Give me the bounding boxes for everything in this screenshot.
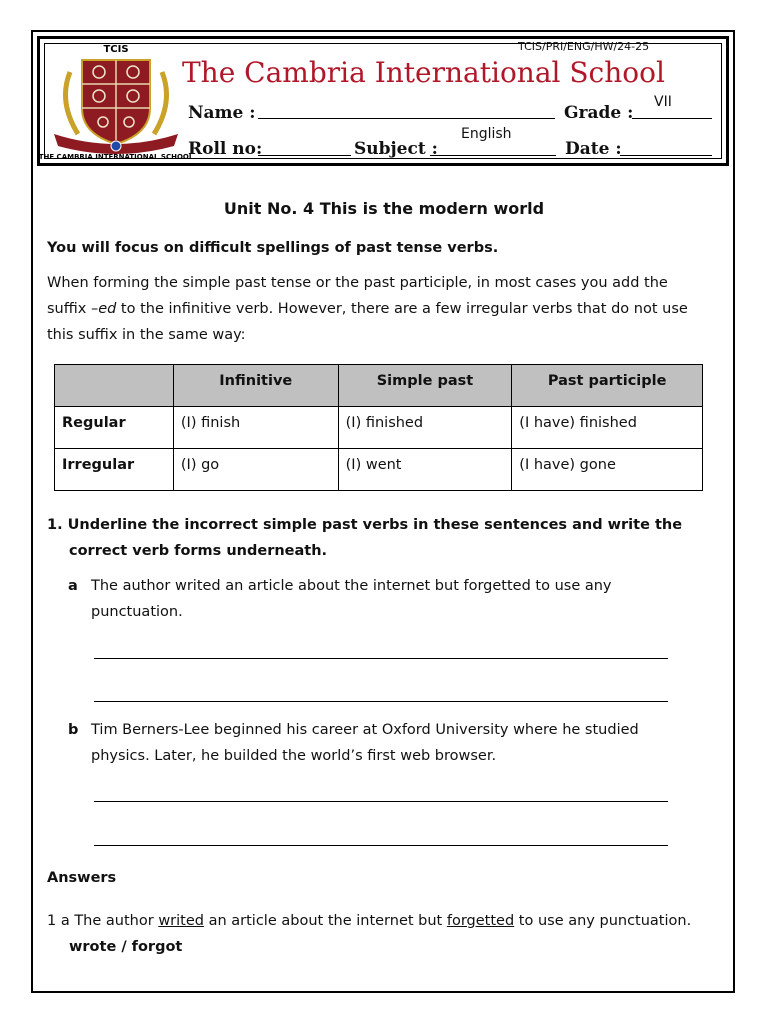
subject-label: Subject : (354, 139, 438, 159)
logo-text-bottom: THE CAMBRIA INTERNATIONAL SCHOOL (38, 153, 194, 161)
answer-line[interactable] (94, 801, 668, 802)
table-header: Past participle (512, 365, 703, 407)
underlined-word: writed (158, 913, 204, 929)
subject-value: English (461, 126, 512, 142)
table-header: Simple past (338, 365, 512, 407)
roll-label: Roll no: (188, 139, 263, 159)
answer-line[interactable] (94, 845, 668, 846)
focus-statement: You will focus on difficult spellings of past tense verbs. (47, 240, 499, 256)
name-line[interactable] (258, 118, 555, 119)
intro-paragraph: When forming the simple past tense or the past participle, in most cases you add the suffix –ed to the infinitive verb. However, there are a few irregular verbs that do not use this suffix in the same way: (47, 275, 688, 343)
suffix-ed: ed (98, 301, 117, 317)
table-header-row (55, 365, 703, 407)
logo-text-top: TCIS (103, 44, 129, 55)
name-label: Name : (188, 103, 256, 123)
document-code: TCIS/PRI/ENG/HW/24-25 (518, 40, 650, 53)
table-row (55, 407, 703, 449)
grade-value: VII (654, 94, 672, 110)
subject-line[interactable] (430, 155, 556, 156)
table-cell: Irregular (55, 449, 174, 491)
school-name: The Cambria International School (182, 56, 665, 89)
answer-line[interactable] (94, 701, 668, 702)
school-logo (38, 42, 194, 164)
date-line[interactable] (620, 155, 712, 156)
unit-title: Unit No. 4 This is the modern world (223, 199, 545, 218)
table-row (55, 449, 703, 491)
question-1: 1. Underline the incorrect simple past verbs in these sentences and write the correct verb forms underneath. (47, 517, 683, 559)
table-cell: Regular (55, 407, 174, 449)
table-cell: (I have) gone (512, 449, 703, 491)
table-header (55, 365, 174, 407)
grade-label: Grade : (564, 103, 634, 123)
date-label: Date : (565, 139, 622, 159)
table-cell: (I) finished (338, 407, 512, 449)
answers-heading: Answers (47, 870, 117, 886)
table-cell: (I have) finished (512, 407, 703, 449)
underlined-word: forgetted (446, 913, 515, 929)
table-cell: (I) go (173, 449, 338, 491)
table-header: Infinitive (173, 365, 338, 407)
roll-line[interactable] (258, 155, 351, 156)
correct-answer: wrote / forgot (69, 939, 183, 955)
table-cell: (I) finish (173, 407, 338, 449)
verb-table (54, 364, 703, 491)
grade-line[interactable] (632, 118, 712, 119)
answer-1a: 1 a The author writed an article about the internet but forgetted to use any punctuation. wrote / forgot (47, 913, 692, 955)
table-cell: (I) went (338, 449, 512, 491)
answer-line[interactable] (94, 658, 668, 659)
